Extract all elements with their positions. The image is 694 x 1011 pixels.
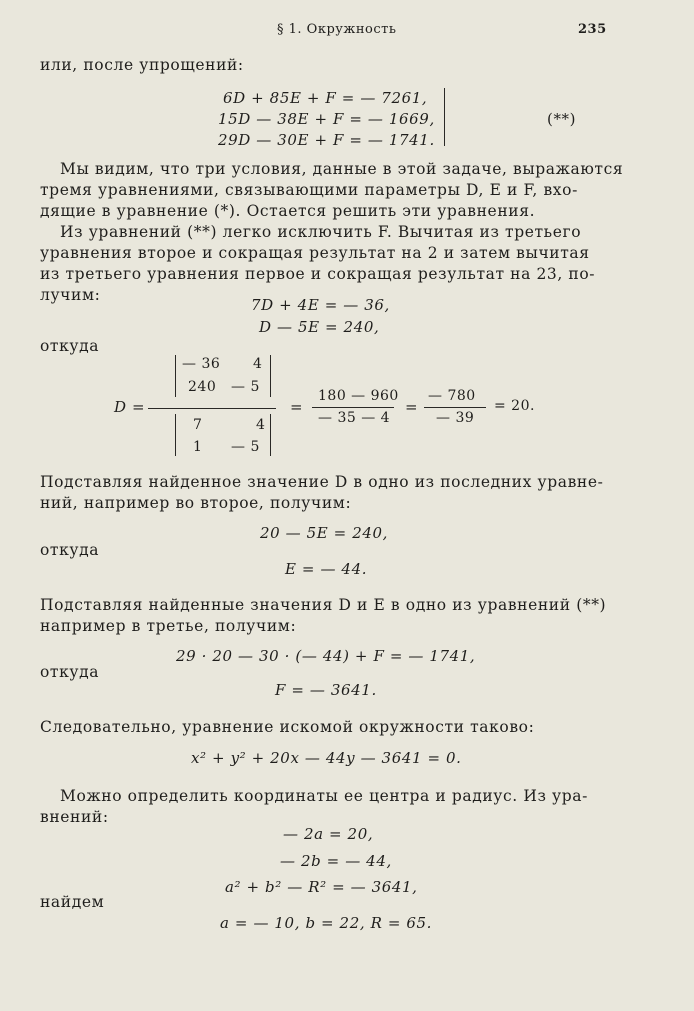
equation-label: (**) bbox=[547, 110, 577, 128]
equation: — 2a = 20, bbox=[283, 825, 374, 843]
text-line: Подставляя найденные значения D и E в одно из уравнений (**) bbox=[40, 596, 607, 614]
equation: a = — 10, b = 22, R = 65. bbox=[220, 914, 433, 932]
fraction-bar bbox=[424, 407, 486, 408]
text-line: внений: bbox=[40, 808, 109, 826]
text-line: из третьего уравнения первое и сокращая результат на 23, по- bbox=[40, 265, 596, 283]
determinant-bar-left bbox=[175, 414, 176, 456]
matrix-cell: 4 bbox=[253, 356, 263, 372]
determinant-bar-left bbox=[175, 355, 176, 397]
matrix-cell: 4 bbox=[256, 417, 266, 433]
equation: E = — 44. bbox=[285, 560, 368, 578]
text-line: откуда bbox=[40, 337, 100, 355]
matrix-cell: — 5 bbox=[231, 379, 260, 395]
text-line: или, после упрощений: bbox=[40, 56, 244, 74]
equation: x² + y² + 20x — 44y — 3641 = 0. bbox=[191, 749, 462, 767]
matrix-cell: 240 bbox=[188, 379, 217, 395]
text-line: Из уравнений (**) легко исключить F. Вычитая из третьего bbox=[60, 223, 582, 241]
fraction-numerator: — 780 bbox=[428, 388, 476, 404]
text-line: лучим: bbox=[40, 286, 101, 304]
matrix-cell: — 5 bbox=[231, 439, 260, 455]
text-line: Можно определить координаты ее центра и радиус. Из ура- bbox=[60, 787, 588, 805]
text-line: уравнения второе и сокращая результат на 2 и затем вычитая bbox=[40, 244, 590, 262]
matrix-cell: 7 bbox=[193, 417, 203, 433]
determinant-bar-right bbox=[270, 355, 271, 397]
page-number: 235 bbox=[578, 22, 607, 37]
equation: 6D + 85E + F = — 7261, bbox=[223, 89, 428, 107]
text-line: Мы видим, что три условия, данные в этой задаче, выражаются bbox=[60, 160, 624, 178]
system-brace bbox=[436, 88, 445, 146]
text-line: Подставляя найденное значение D в одно из последних уравне- bbox=[40, 473, 604, 491]
text-line: например в третье, получим: bbox=[40, 617, 297, 635]
text-line: Следовательно, уравнение искомой окружности таково: bbox=[40, 718, 535, 736]
text-line: найдем bbox=[40, 893, 105, 911]
equation: 7D + 4E = — 36, bbox=[251, 296, 390, 314]
equation: a² + b² — R² = — 3641, bbox=[225, 878, 418, 896]
equation: — 2b = — 44, bbox=[280, 852, 392, 870]
equation: F = — 3641. bbox=[275, 681, 377, 699]
fraction-denominator: — 35 — 4 bbox=[318, 410, 391, 426]
equation: D — 5E = 240, bbox=[259, 318, 380, 336]
fraction-bar bbox=[312, 407, 394, 408]
equation: 15D — 38E + F = — 1669, bbox=[218, 110, 435, 128]
equation: 20 — 5E = 240, bbox=[260, 524, 389, 542]
equals-sign: = bbox=[290, 398, 304, 416]
matrix-cell: — 36 bbox=[182, 356, 221, 372]
text-line: откуда bbox=[40, 541, 100, 559]
text-line: тремя уравнениями, связывающими параметры D, E и F, вхо- bbox=[40, 181, 578, 199]
matrix-cell: 1 bbox=[193, 439, 203, 455]
fraction-denominator: — 39 bbox=[436, 410, 475, 426]
determinant-bar-right bbox=[270, 414, 271, 456]
text-line: откуда bbox=[40, 663, 100, 681]
running-header: § 1. Окружность bbox=[277, 22, 397, 37]
equation: 29 · 20 — 30 · (— 44) + F = — 1741, bbox=[176, 647, 476, 665]
d-label: D = bbox=[114, 398, 146, 416]
result: = 20. bbox=[494, 398, 535, 414]
equals-sign: = bbox=[405, 398, 419, 416]
text-line: дящие в уравнение (*). Остается решить эти уравнения. bbox=[40, 202, 536, 220]
fraction-bar bbox=[148, 408, 276, 409]
fraction-numerator: 180 — 960 bbox=[318, 388, 399, 404]
equation: 29D — 30E + F = — 1741. bbox=[218, 131, 435, 149]
text-line: ний, например во второе, получим: bbox=[40, 494, 352, 512]
